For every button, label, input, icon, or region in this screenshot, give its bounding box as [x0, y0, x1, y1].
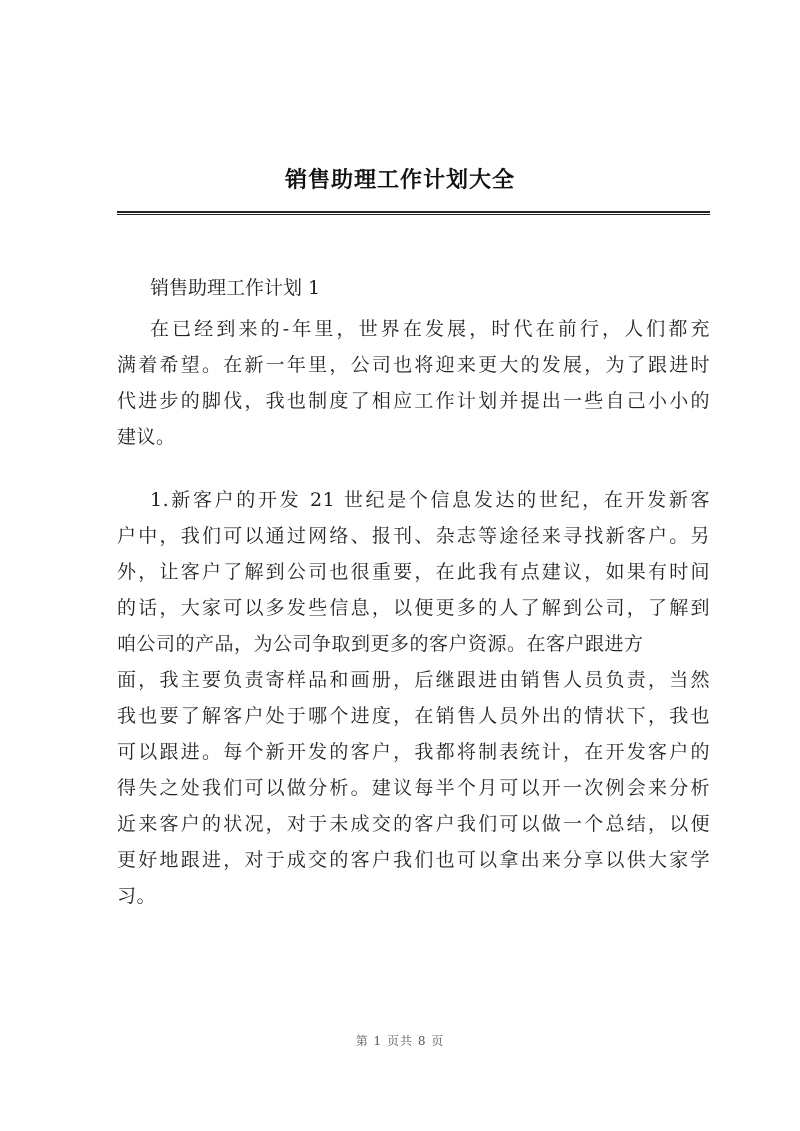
section-heading: 销售助理工作计划 1: [150, 277, 321, 299]
text-line: 在已经到来的-年里，世界在发展，时代在前行，人们都充: [150, 318, 710, 340]
text-line: 可以跟进。每个新开发的客户，我都将制表统计，在开发客户的: [117, 741, 710, 763]
paragraph-new-customers: [117, 482, 710, 914]
title-divider: [117, 211, 710, 215]
text-line: 面，我主要负责寄样品和画册，后继跟进由销售人员负责，当然: [117, 669, 710, 691]
text-line: 建议。: [117, 426, 176, 448]
page-footer: 第 1 页共 8 页: [355, 1034, 445, 1048]
text-line: 得失之处我们可以做分析。建议每半个月可以开一次例会来分析: [117, 777, 710, 799]
text-line: 满着希望。在新一年里，公司也将迎来更大的发展，为了跟进时: [117, 354, 710, 376]
text-line: 户中，我们可以通过网络、报刊、杂志等途径来寻找新客户。另: [117, 525, 710, 547]
text-line: 更好地跟进，对于成交的客户我们也可以拿出来分享以供大家学: [117, 849, 710, 871]
text-line: 代进步的脚伐，我也制度了相应工作计划并提出一些自己小小的: [117, 390, 710, 412]
text-line: 习。: [117, 885, 157, 907]
document-title: 销售助理工作计划大全: [284, 167, 515, 193]
text-line: 的话，大家可以多发些信息，以便更多的人了解到公司，了解到: [117, 597, 710, 619]
text-line: 咱公司的产品，为公司争取到更多的客户资源。在客户跟进方: [117, 633, 644, 655]
text-line: 近来客户的状况，对于未成交的客户我们可以做一个总结，以便: [117, 813, 710, 835]
text-line: 1.新客户的开发 21 世纪是个信息发达的世纪，在开发新客: [150, 489, 710, 511]
paragraph-intro: [117, 311, 710, 455]
text-line: 我也要了解客户处于哪个进度，在销售人员外出的情状下，我也: [117, 705, 710, 727]
text-line: 外，让客户了解到公司也很重要，在此我有点建议，如果有时间: [117, 561, 710, 583]
